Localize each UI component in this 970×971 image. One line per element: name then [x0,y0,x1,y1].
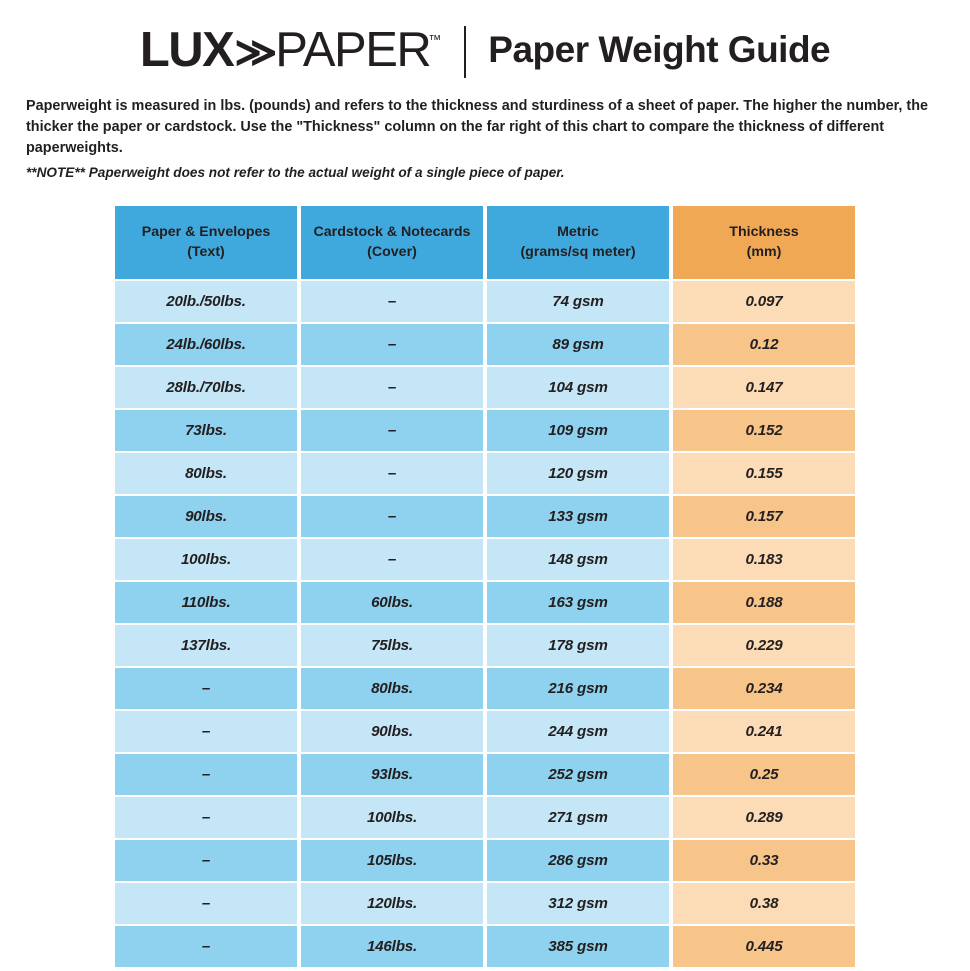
table-container [24,204,946,968]
cell-thickness: 0.25 [673,754,855,795]
table-row [115,668,855,709]
column-header-text-line1: Paper & Envelopes [141,224,271,241]
cell-paper-envelopes: 20lb./50lbs. [115,281,297,322]
cell-cardstock-notecards: 90lbs. [301,711,483,752]
table-row [115,496,855,537]
cell-paper-envelopes: – [115,754,297,795]
table-body [115,281,855,967]
cell-thickness: 0.157 [673,496,855,537]
cell-paper-envelopes: 100lbs. [115,539,297,580]
table-row [115,281,855,322]
cell-thickness: 0.183 [673,539,855,580]
cell-thickness: 0.445 [673,926,855,967]
table-row [115,625,855,666]
cell-metric: 120 gsm [487,453,669,494]
cell-cardstock-notecards: 146lbs. [301,926,483,967]
cell-paper-envelopes: – [115,840,297,881]
cell-cardstock-notecards: – [301,496,483,537]
column-header-text-line2: (Text) [187,243,225,260]
page-title: Paper Weight Guide [488,29,831,70]
cell-thickness: 0.097 [673,281,855,322]
cell-metric: 104 gsm [487,367,669,408]
cell-cardstock-notecards: 80lbs. [301,668,483,709]
table-header-row [115,206,855,278]
cell-thickness: 0.234 [673,668,855,709]
cell-metric: 385 gsm [487,926,669,967]
page-header [24,0,946,88]
cell-thickness: 0.289 [673,797,855,838]
cell-paper-envelopes: – [115,797,297,838]
column-header-cover-line1: Cardstock & Notecards [313,224,471,241]
cell-cardstock-notecards: – [301,281,483,322]
cell-cardstock-notecards: 60lbs. [301,582,483,623]
cell-metric: 244 gsm [487,711,669,752]
logo-lux-text: LUX [139,23,234,77]
column-header-cover-line2: (Cover) [367,243,417,260]
column-header-text [115,206,297,278]
intro-paragraph: Paperweight is measured in lbs. (pounds) and refers to the thickness and sturdiness of a sheet of paper. The higher the number, the thicker the paper or cardstock. Use the "Thickness" column on the far right of this chart to compare the thickness of different paperweights. [26,98,928,156]
table-row [115,453,855,494]
cell-metric: 252 gsm [487,754,669,795]
cell-cardstock-notecards: 93lbs. [301,754,483,795]
cell-thickness: 0.147 [673,367,855,408]
cell-cardstock-notecards: 120lbs. [301,883,483,924]
cell-metric: 163 gsm [487,582,669,623]
cell-thickness: 0.188 [673,582,855,623]
cell-paper-envelopes: 110lbs. [115,582,297,623]
table-row [115,883,855,924]
logo-trademark-symbol: ™ [428,32,441,47]
table-row [115,840,855,881]
table-row [115,582,855,623]
cell-thickness: 0.152 [673,410,855,451]
cell-metric: 148 gsm [487,539,669,580]
table-row [115,324,855,365]
column-header-cover [301,206,483,278]
table-row [115,754,855,795]
column-header-thickness [673,206,855,278]
cell-paper-envelopes: 28lb./70lbs. [115,367,297,408]
cell-cardstock-notecards: – [301,453,483,494]
cell-metric: 133 gsm [487,496,669,537]
table-row [115,410,855,451]
cell-thickness: 0.12 [673,324,855,365]
cell-metric: 312 gsm [487,883,669,924]
cell-metric: 178 gsm [487,625,669,666]
cell-metric: 286 gsm [487,840,669,881]
cell-cardstock-notecards: – [301,539,483,580]
column-header-metric-line2: (grams/sq meter) [520,243,636,260]
cell-thickness: 0.38 [673,883,855,924]
cell-metric: 109 gsm [487,410,669,451]
column-header-metric [487,206,669,278]
cell-paper-envelopes: 73lbs. [115,410,297,451]
intro-block [24,88,946,182]
cell-thickness: 0.33 [673,840,855,881]
table-row [115,926,855,967]
intro-note: **NOTE** Paperweight does not refer to the actual weight of a single piece of paper. [26,164,565,180]
cell-cardstock-notecards: 105lbs. [301,840,483,881]
cell-thickness: 0.229 [673,625,855,666]
cell-cardstock-notecards: – [301,410,483,451]
cell-metric: 89 gsm [487,324,669,365]
paper-weight-table [111,204,859,968]
cell-paper-envelopes: – [115,883,297,924]
header-divider [464,26,466,78]
cell-paper-envelopes: 90lbs. [115,496,297,537]
cell-thickness: 0.241 [673,711,855,752]
cell-thickness: 0.155 [673,453,855,494]
luxpaper-logo [140,22,442,78]
cell-paper-envelopes: – [115,926,297,967]
cell-metric: 216 gsm [487,668,669,709]
table-row [115,711,855,752]
column-header-metric-line1: Metric [557,224,599,241]
cell-paper-envelopes: 24lb./60lbs. [115,324,297,365]
logo-chevron-icon: ≫ [234,29,271,75]
cell-paper-envelopes: 80lbs. [115,453,297,494]
cell-cardstock-notecards: – [301,367,483,408]
column-header-thickness-line2: (mm) [746,243,782,260]
cell-cardstock-notecards: 100lbs. [301,797,483,838]
table-row [115,539,855,580]
cell-paper-envelopes: 137lbs. [115,625,297,666]
logo-paper-text: PAPER [275,23,431,77]
cell-paper-envelopes: – [115,711,297,752]
cell-cardstock-notecards: 75lbs. [301,625,483,666]
cell-paper-envelopes: – [115,668,297,709]
table-row [115,367,855,408]
table-row [115,797,855,838]
column-header-thickness-line1: Thickness [729,224,799,241]
cell-metric: 74 gsm [487,281,669,322]
cell-cardstock-notecards: – [301,324,483,365]
cell-metric: 271 gsm [487,797,669,838]
